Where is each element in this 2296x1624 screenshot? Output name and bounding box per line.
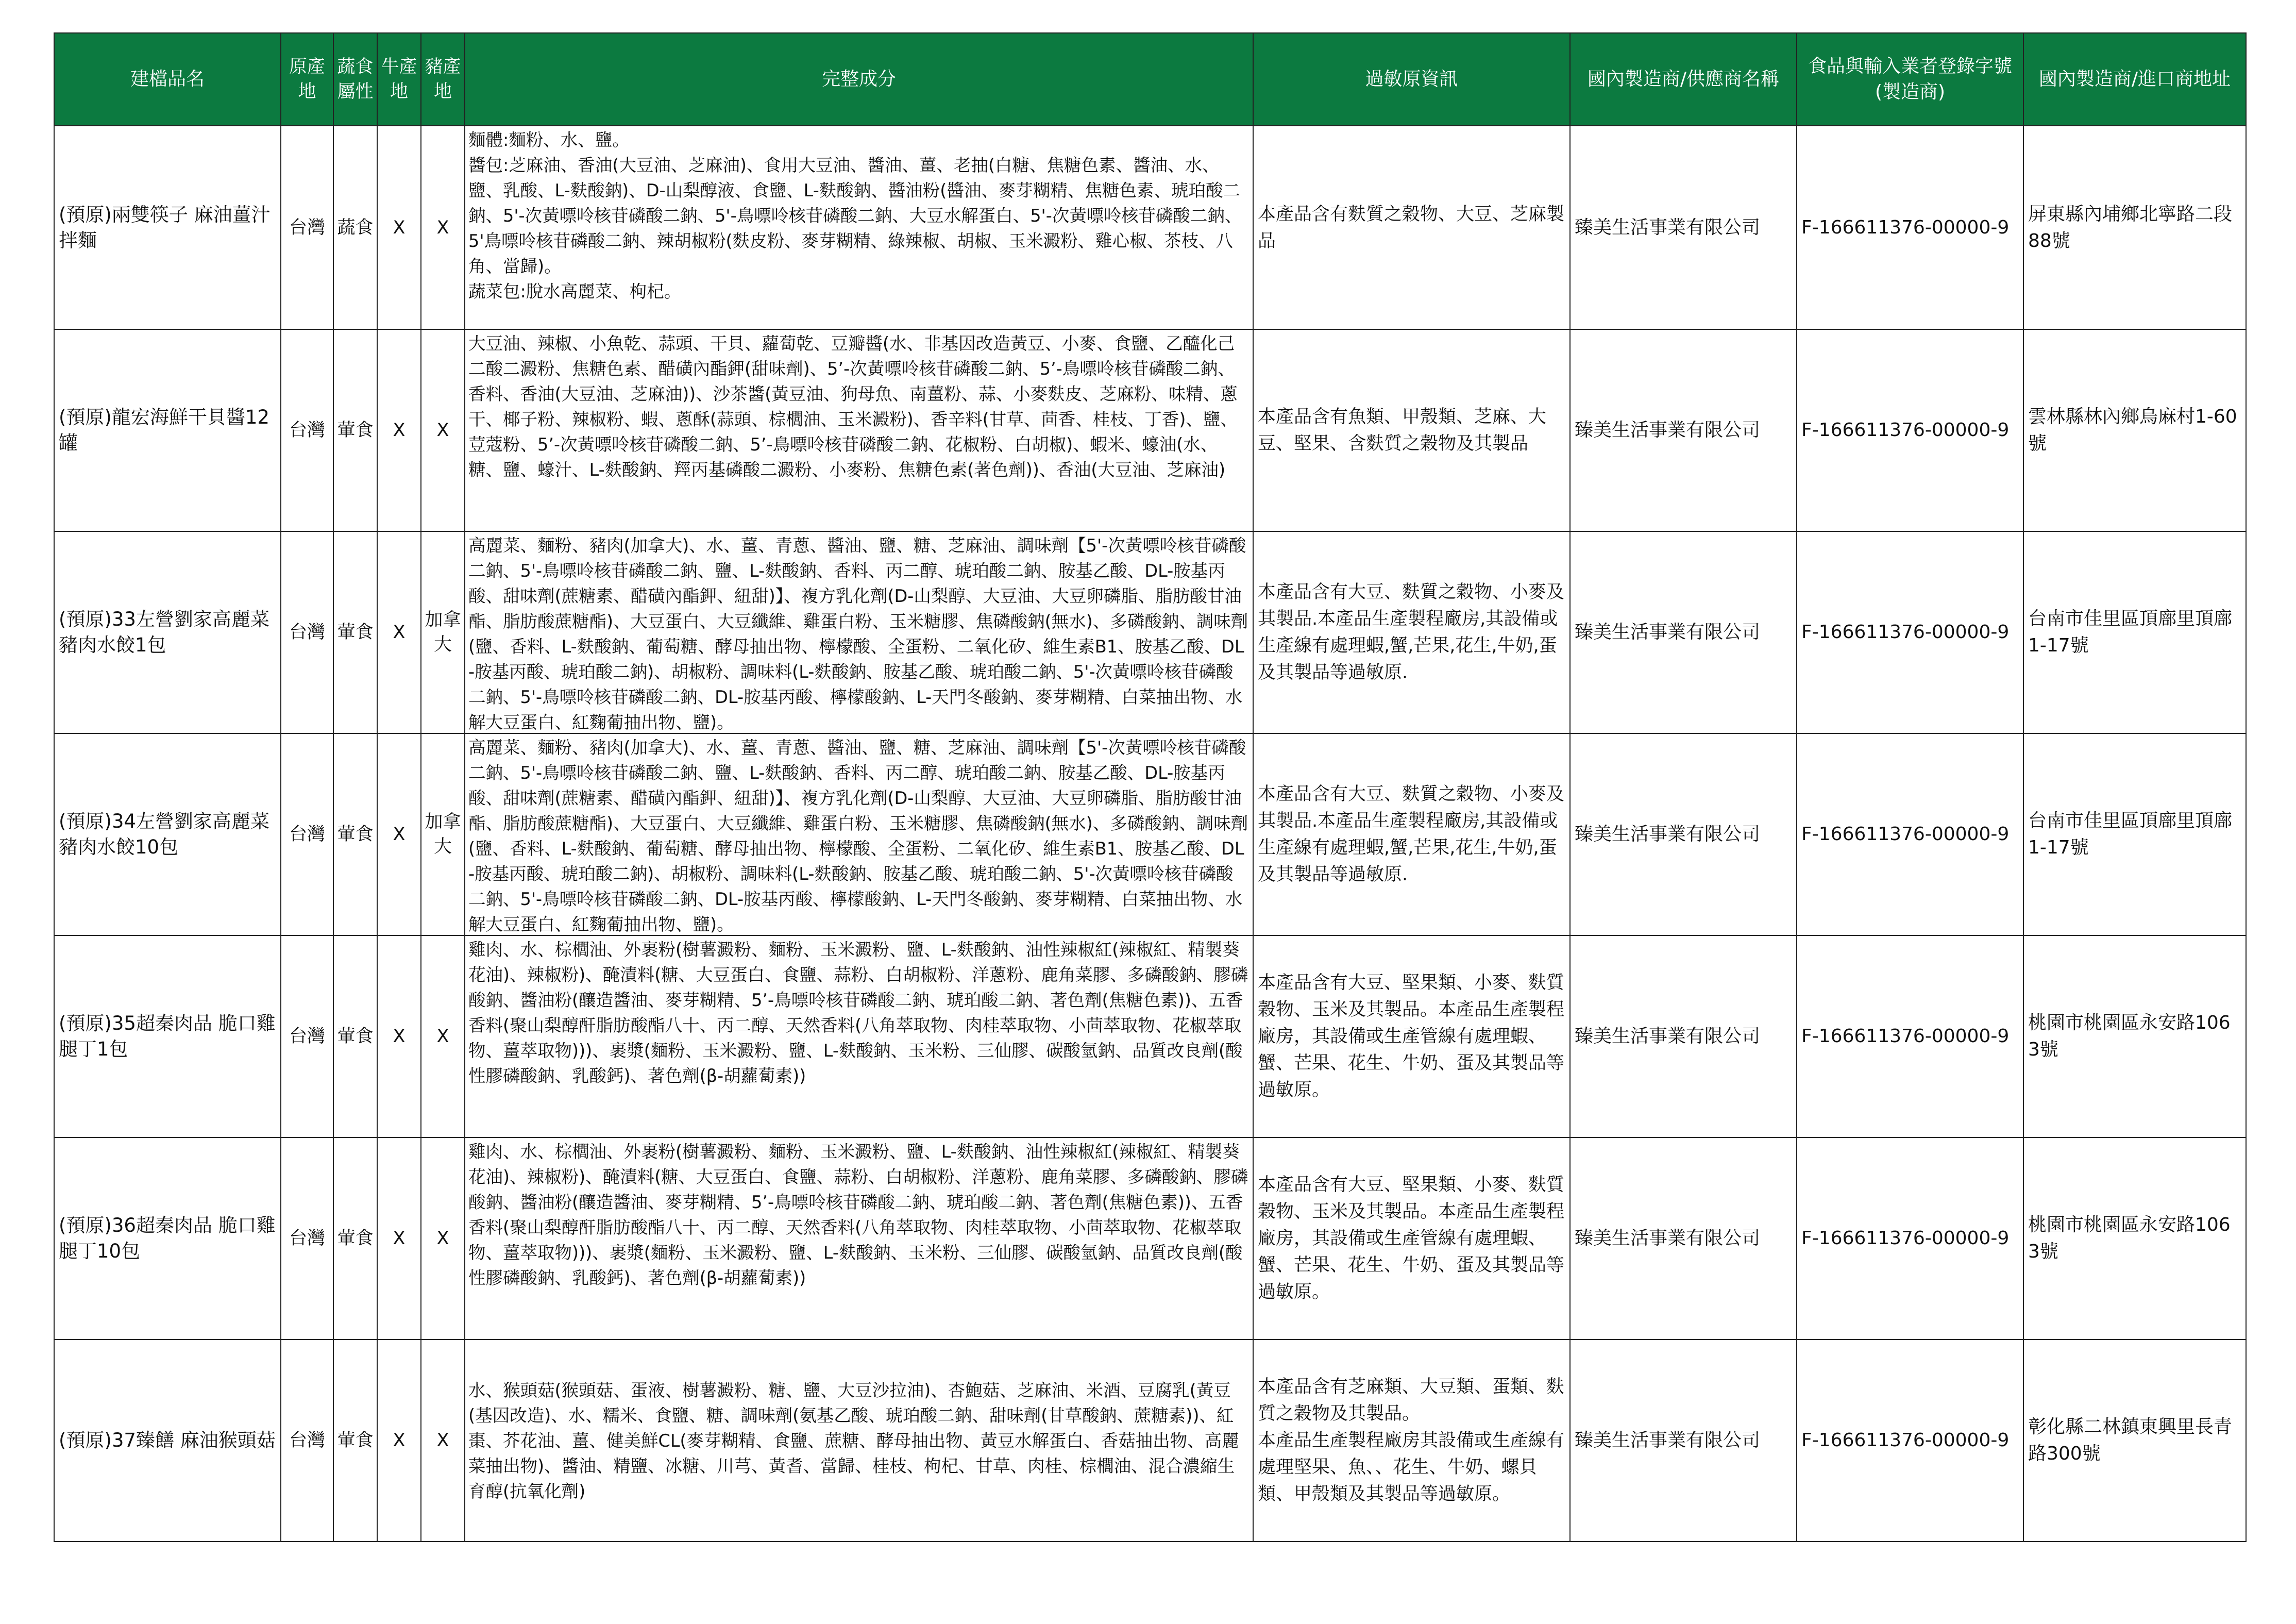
- ingredients-cell: [465, 126, 1253, 329]
- allergens-cell: 本產品含有芝麻類、大豆類、蛋類、麩質之穀物及其製品。 本產品生產製程廠房其設備或生產線有處理堅果、魚、、花生、牛奶、螺貝類、甲殼類及其製品等過敏原。: [1253, 1340, 1570, 1542]
- table-row: [54, 733, 2246, 935]
- food-type-cell: 蔬食: [333, 126, 377, 329]
- pork-origin-cell: 加拿大: [421, 531, 465, 733]
- ingredients-text: 高麗菜、麵粉、豬肉(加拿大)、水、薑、青蔥、醬油、鹽、糖、芝麻油、調味劑【5'-次黃嘌呤核苷磷酸二鈉、5'-鳥嘌呤核苷磷酸二鈉、鹽、L-麩酸鈉、香料、丙二醇、琥珀酸二鈉、胺基乙酸、DL-胺基丙酸、甜味劑(蔗糖素、醋磺內酯鉀、紐甜)】、複方乳化劑(D-山梨醇、大豆油、大豆卵磷脂、脂肪酸甘油酯、脂肪酸蔗糖酯)、大豆蛋白、大豆纖維、雞蛋白粉、玉米糖膠、焦磷酸鈉(無水)、多磷酸鈉、調味劑(鹽、香料、L-麩酸鈉、葡萄糖、酵母抽出物、檸檬酸、全蛋粉、二氧化矽、維生素B1、胺基乙酸、DL-胺基丙酸、琥珀酸二鈉)、胡椒粉、調味料(L-麩酸鈉、胺基乙酸、琥珀酸二鈉、5'-次黃嘌呤核苷磷酸二鈉、5'-鳥嘌呤核苷磷酸二鈉、DL-胺基丙酸、檸檬酸鈉、L-天門冬酸鈉、麥芽糊精、白菜抽出物、水解大豆蛋白、紅麴葡抽出物、鹽)。: [468, 738, 1248, 933]
- manufacturer-cell: 臻美生活事業有限公司: [1570, 733, 1797, 935]
- ingredients-cell: [465, 531, 1253, 733]
- allergens-cell: 本產品含有大豆、麩質之穀物、小麥及其製品.本產品生產製程廠房,其設備或生產線有處理蝦,蟹,芒果,花生,牛奶,蛋及其製品等過敏原.: [1253, 733, 1570, 935]
- table-row: [54, 935, 2246, 1137]
- ingredients-cell: [465, 1137, 1253, 1340]
- beef-origin-cell: X: [377, 1137, 421, 1340]
- header-name: 建檔品名: [54, 33, 281, 126]
- allergens-cell: 本產品含有魚類、甲殼類、芝麻、大豆、堅果、含麩質之穀物及其製品: [1253, 329, 1570, 531]
- origin-cell: 台灣: [281, 126, 333, 329]
- ingredients-cell: [465, 329, 1253, 531]
- manufacturer-cell: 臻美生活事業有限公司: [1570, 126, 1797, 329]
- allergens-cell: 本產品含有麩質之穀物、大豆、芝麻製品: [1253, 126, 1570, 329]
- header-beef-origin: 牛產地: [377, 33, 421, 126]
- product-name: (預原)33左營劉家高麗菜豬肉水餃1包: [54, 531, 281, 733]
- pork-origin-cell: X: [421, 1137, 465, 1340]
- address-cell: 台南市佳里區頂廍里頂廍1-17號: [2023, 531, 2246, 733]
- manufacturer-cell: 臻美生活事業有限公司: [1570, 329, 1797, 531]
- registration-cell: F-166611376-00000-9: [1797, 329, 2023, 531]
- address-cell: 桃園市桃園區永安路1063號: [2023, 935, 2246, 1137]
- product-name: (預原)兩雙筷子 麻油薑汁拌麵: [54, 126, 281, 329]
- address-cell: 彰化縣二林鎮東興里長青路300號: [2023, 1340, 2246, 1542]
- table-row: [54, 126, 2246, 329]
- beef-origin-cell: X: [377, 531, 421, 733]
- header-food-type: 蔬食屬性: [333, 33, 377, 126]
- ingredients-text: 大豆油、辣椒、小魚乾、蒜頭、干貝、蘿蔔乾、豆瓣醬(水、非基因改造黃豆、小麥、食鹽、乙醯化己二酸二澱粉、焦糖色素、醋磺內酯鉀(甜味劑)、5’-次黃嘌呤核苷磷酸二鈉、5’-鳥嘌呤核苷磷酸二鈉、香料、香油(大豆油、芝麻油))、沙茶醬(黃豆油、狗母魚、南薑粉、蒜、小麥麩皮、芝麻粉、味精、蔥干、椰子粉、辣椒粉、蝦、蔥酥(蒜頭、棕櫚油、玉米澱粉)、香辛料(甘草、茴香、桂枝、丁香)、鹽、荳蔻粉、5’-次黃嘌呤核苷磷酸二鈉、5’-鳥嘌呤核苷磷酸二鈉、花椒粉、白胡椒)、蝦米、蠔油(水、糖、鹽、蠔汁、L-麩酸鈉、羥丙基磷酸二澱粉、小麥粉、焦糖色素(著色劑))、香油(大豆油、芝麻油): [468, 333, 1238, 480]
- registration-cell: F-166611376-00000-9: [1797, 1340, 2023, 1542]
- manufacturer-cell: 臻美生活事業有限公司: [1570, 935, 1797, 1137]
- beef-origin-cell: X: [377, 329, 421, 531]
- origin-cell: 台灣: [281, 1340, 333, 1542]
- ingredients-cell: [465, 935, 1253, 1137]
- pork-origin-cell: X: [421, 126, 465, 329]
- registration-cell: F-166611376-00000-9: [1797, 733, 2023, 935]
- origin-cell: 台灣: [281, 329, 333, 531]
- food-type-cell: 葷食: [333, 329, 377, 531]
- pork-origin-cell: X: [421, 329, 465, 531]
- allergens-cell: 本產品含有大豆、堅果類、小麥、麩質穀物、玉米及其製品。本產品生產製程廠房，其設備或生產管線有處理蝦、蟹、芒果、花生、牛奶、蛋及其製品等過敏原。: [1253, 1137, 1570, 1340]
- address-cell: 台南市佳里區頂廍里頂廍1-17號: [2023, 733, 2246, 935]
- origin-cell: 台灣: [281, 531, 333, 733]
- allergens-cell: 本產品含有大豆、麩質之穀物、小麥及其製品.本產品生產製程廠房,其設備或生產線有處理蝦,蟹,芒果,花生,牛奶,蛋及其製品等過敏原.: [1253, 531, 1570, 733]
- food-type-cell: 葷食: [333, 1137, 377, 1340]
- table-row: [54, 1137, 2246, 1340]
- ingredients-cell: [465, 733, 1253, 935]
- ingredients-text: 雞肉、水、棕櫚油、外裹粉(樹薯澱粉、麵粉、玉米澱粉、鹽、L-麩酸鈉、油性辣椒紅(辣椒紅、精製葵花油)、辣椒粉)、醃漬料(糖、大豆蛋白、食鹽、蒜粉、白胡椒粉、洋蔥粉、鹿角菜膠、多磷酸鈉、膠磷酸鈉、醬油粉(釀造醬油、麥芽糊精、5’-鳥嘌呤核苷磷酸二鈉、琥珀酸二鈉、著色劑(焦糖色素))、五香香料(聚山梨醇酐脂肪酸酯八十、丙二醇、天然香料(八角萃取物、肉桂萃取物、小茴萃取物、花椒萃取物、薑萃取物)))、裹漿(麵粉、玉米澱粉、鹽、L-麩酸鈉、玉米粉、三仙膠、碳酸氫鈉、品質改良劑(酸性膠磷酸鈉、乳酸鈣)、著色劑(β-胡蘿蔔素)): [468, 940, 1248, 1086]
- product-name: (預原)龍宏海鮮干貝醬12罐: [54, 329, 281, 531]
- pork-origin-cell: X: [421, 1340, 465, 1542]
- ingredients-text: 高麗菜、麵粉、豬肉(加拿大)、水、薑、青蔥、醬油、鹽、糖、芝麻油、調味劑【5'-次黃嘌呤核苷磷酸二鈉、5'-鳥嘌呤核苷磷酸二鈉、鹽、L-麩酸鈉、香料、丙二醇、琥珀酸二鈉、胺基乙酸、DL-胺基丙酸、甜味劑(蔗糖素、醋磺內酯鉀、紐甜)】、複方乳化劑(D-山梨醇、大豆油、大豆卵磷脂、脂肪酸甘油酯、脂肪酸蔗糖酯)、大豆蛋白、大豆纖維、雞蛋白粉、玉米糖膠、焦磷酸鈉(無水)、多磷酸鈉、調味劑(鹽、香料、L-麩酸鈉、葡萄糖、酵母抽出物、檸檬酸、全蛋粉、二氧化矽、維生素B1、胺基乙酸、DL-胺基丙酸、琥珀酸二鈉)、胡椒粉、調味料(L-麩酸鈉、胺基乙酸、琥珀酸二鈉、5'-次黃嘌呤核苷磷酸二鈉、5'-鳥嘌呤核苷磷酸二鈉、DL-胺基丙酸、檸檬酸鈉、L-天門冬酸鈉、麥芽糊精、白菜抽出物、水解大豆蛋白、紅麴葡抽出物、鹽)。: [468, 535, 1248, 731]
- header-ingredients: 完整成分: [465, 33, 1253, 126]
- beef-origin-cell: X: [377, 935, 421, 1137]
- ingredients-text: 麵體:麵粉、水、鹽。 醬包:芝麻油、香油(大豆油、芝麻油)、食用大豆油、醬油、薑、老抽(白糖、焦糖色素、醬油、水、鹽、乳酸、L-麩酸鈉)、D-山梨醇液、食鹽、L-麩酸鈉、醬油粉(醬油、麥芽糊精、焦糖色素、琥珀酸二鈉、5'-次黃嘌呤核苷磷酸二鈉、5'-鳥嘌呤核苷磷酸二鈉、大豆水解蛋白、5'-次黃嘌呤核苷磷酸二鈉、5'鳥嘌呤核苷磷酸二鈉、辣胡椒粉(麩皮粉、麥芽糊精、綠辣椒、胡椒、玉米澱粉、雞心椒、茶枝、八角、當歸)。 蔬菜包:脫水高麗菜、枸杞。: [468, 130, 1242, 302]
- product-name: (預原)34左營劉家高麗菜豬肉水餃10包: [54, 733, 281, 935]
- origin-cell: 台灣: [281, 733, 333, 935]
- header-allergens: 過敏原資訊: [1253, 33, 1570, 126]
- table-row: [54, 329, 2246, 531]
- product-table: [54, 32, 2247, 1542]
- beef-origin-cell: X: [377, 1340, 421, 1542]
- pork-origin-cell: X: [421, 935, 465, 1137]
- beef-origin-cell: X: [377, 733, 421, 935]
- header-pork-origin: 豬產地: [421, 33, 465, 126]
- table-row: [54, 531, 2246, 733]
- header-registration: 食品與輸入業者登錄字號(製造商): [1797, 33, 2023, 126]
- manufacturer-cell: 臻美生活事業有限公司: [1570, 1340, 1797, 1542]
- allergens-cell: 本產品含有大豆、堅果類、小麥、麩質穀物、玉米及其製品。本產品生產製程廠房，其設備或生產管線有處理蝦、蟹、芒果、花生、牛奶、蛋及其製品等過敏原。: [1253, 935, 1570, 1137]
- ingredients-text: 雞肉、水、棕櫚油、外裹粉(樹薯澱粉、麵粉、玉米澱粉、鹽、L-麩酸鈉、油性辣椒紅(辣椒紅、精製葵花油)、辣椒粉)、醃漬料(糖、大豆蛋白、食鹽、蒜粉、白胡椒粉、洋蔥粉、鹿角菜膠、多磷酸鈉、膠磷酸鈉、醬油粉(釀造醬油、麥芽糊精、5’-鳥嘌呤核苷磷酸二鈉、琥珀酸二鈉、著色劑(焦糖色素))、五香香料(聚山梨醇酐脂肪酸酯八十、丙二醇、天然香料(八角萃取物、肉桂萃取物、小茴萃取物、花椒萃取物、薑萃取物)))、裹漿(麵粉、玉米澱粉、鹽、L-麩酸鈉、玉米粉、三仙膠、碳酸氫鈉、品質改良劑(酸性膠磷酸鈉、乳酸鈣)、著色劑(β-胡蘿蔔素)): [468, 1142, 1248, 1288]
- registration-cell: F-166611376-00000-9: [1797, 1137, 2023, 1340]
- registration-cell: F-166611376-00000-9: [1797, 935, 2023, 1137]
- manufacturer-cell: 臻美生活事業有限公司: [1570, 1137, 1797, 1340]
- table-row: [54, 1340, 2246, 1542]
- header-address: 國內製造商/進口商地址: [2023, 33, 2246, 126]
- origin-cell: 台灣: [281, 1137, 333, 1340]
- ingredients-text: 水、猴頭菇(猴頭菇、蛋液、樹薯澱粉、糖、鹽、大豆沙拉油)、杏鮑菇、芝麻油、米酒、豆腐乳(黃豆(基因改造)、水、糯米、食鹽、糖、調味劑(氨基乙酸、琥珀酸二鈉、甜味劑(甘草酸鈉、蔗糖素))、紅棗、芥花油、薑、健美鮮CL(麥芽糊精、食鹽、蔗糖、酵母抽出物、黃豆水解蛋白、香菇抽出物、高麗菜抽出物)、醬油、精鹽、冰糖、川芎、黃耆、當歸、桂枝、枸杞、甘草、肉桂、棕櫚油、混合濃縮生育醇(抗氧化劑): [468, 1380, 1239, 1501]
- registration-cell: F-166611376-00000-9: [1797, 531, 2023, 733]
- pork-origin-cell: 加拿大: [421, 733, 465, 935]
- header-row: [54, 33, 2246, 126]
- address-cell: 雲林縣林內鄉烏麻村1-60號: [2023, 329, 2246, 531]
- food-type-cell: 葷食: [333, 531, 377, 733]
- product-name: (預原)37臻饍 麻油猴頭菇: [54, 1340, 281, 1542]
- food-type-cell: 葷食: [333, 733, 377, 935]
- ingredients-cell: [465, 1340, 1253, 1542]
- registration-cell: F-166611376-00000-9: [1797, 126, 2023, 329]
- food-type-cell: 葷食: [333, 1340, 377, 1542]
- product-name: (預原)35超秦肉品 脆口雞腿丁1包: [54, 935, 281, 1137]
- address-cell: 屏東縣內埔鄉北寧路二段88號: [2023, 126, 2246, 329]
- header-manufacturer: 國內製造商/供應商名稱: [1570, 33, 1797, 126]
- address-cell: 桃園市桃園區永安路1063號: [2023, 1137, 2246, 1340]
- header-origin: 原產地: [281, 33, 333, 126]
- origin-cell: 台灣: [281, 935, 333, 1137]
- manufacturer-cell: 臻美生活事業有限公司: [1570, 531, 1797, 733]
- beef-origin-cell: X: [377, 126, 421, 329]
- food-type-cell: 葷食: [333, 935, 377, 1137]
- product-name: (預原)36超秦肉品 脆口雞腿丁10包: [54, 1137, 281, 1340]
